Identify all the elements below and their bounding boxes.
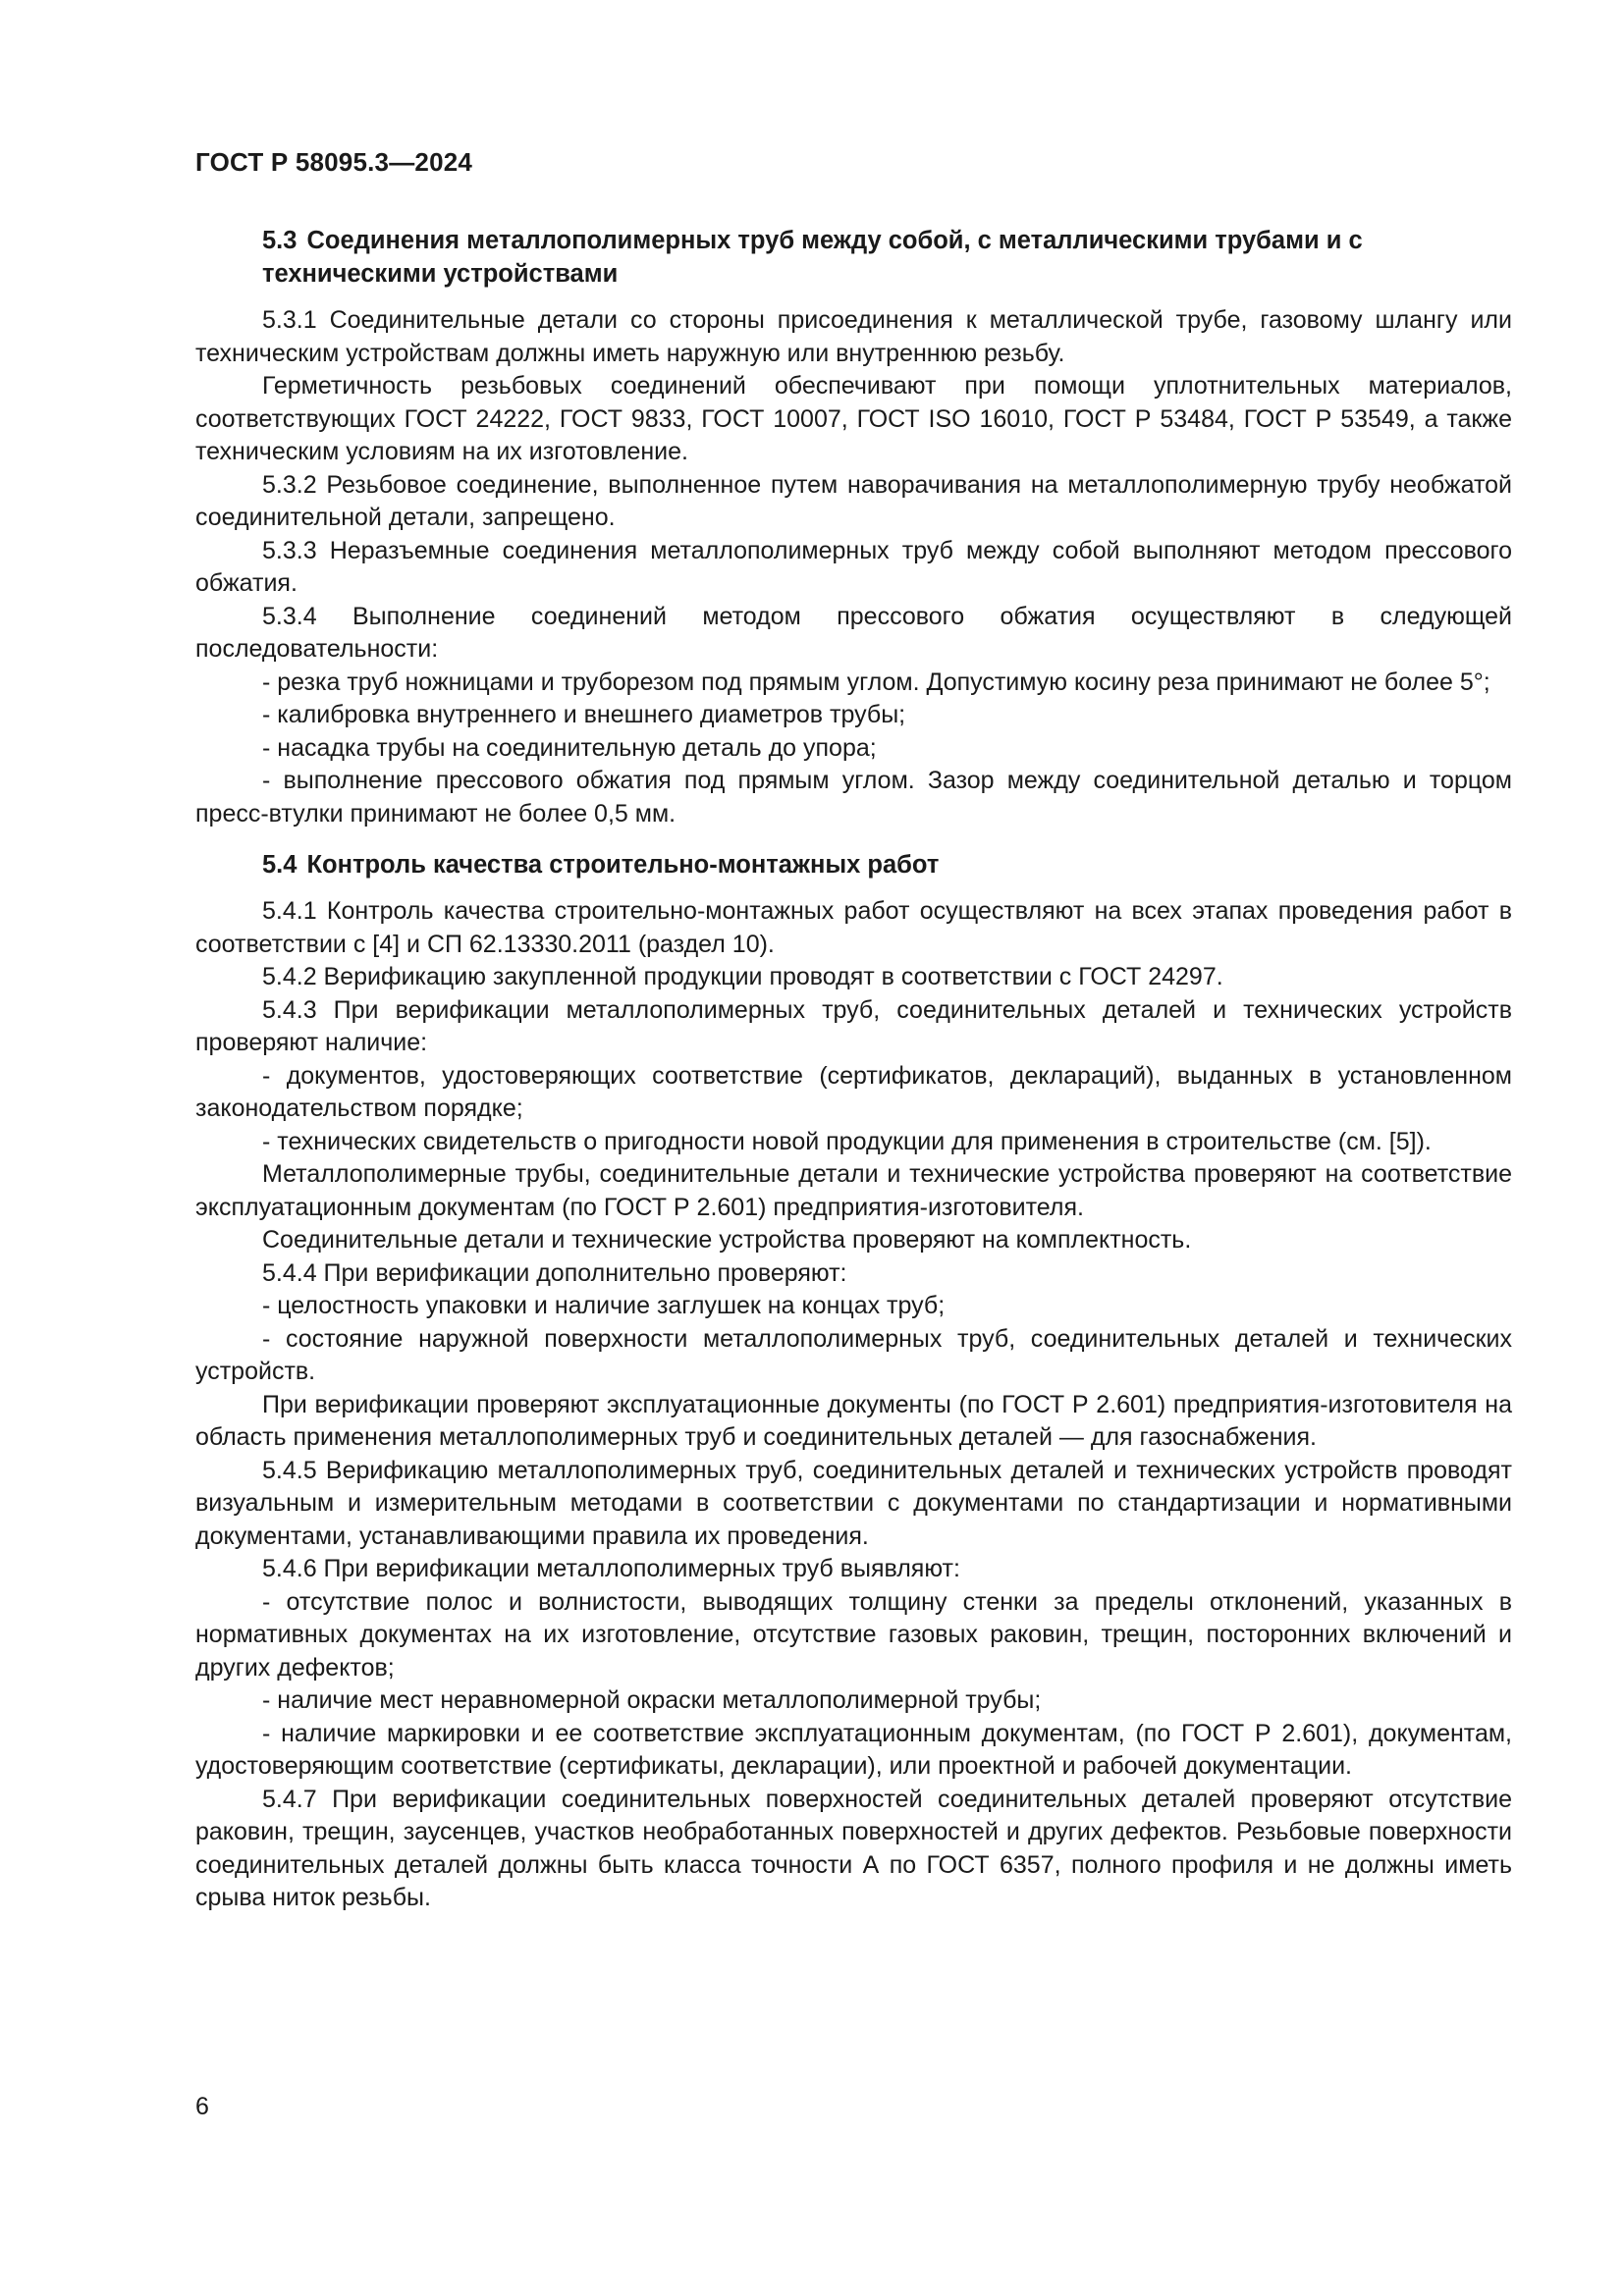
- paragraph-5-4-5: 5.4.5 Верификацию металлополимерных труб, соединительных деталей и технических устройств проводят визуальным и измерительным методами в соответствии с документами по стандартизации и нормативными документами, устанавливающими правила их проведения.: [195, 1456, 1512, 1550]
- paragraph: Металлополимерные трубы, соединительные детали и технические устройства проверяют на соответствие эксплуатационным документам (по ГОСТ Р 2.601) предприятия-изготовителя.: [195, 1160, 1512, 1221]
- section-title-5-3: [195, 224, 1512, 291]
- list-item: - выполнение прессового обжатия под прямым углом. Зазор между соединительной деталью и торцом пресс-втулки принимают не более 0,5 мм.: [195, 767, 1512, 828]
- list-item: - технических свидетельств о пригодности новой продукции для применения в строительстве (см. [5]).: [262, 1127, 1432, 1155]
- list-item: - насадка трубы на соединительную деталь до упора;: [262, 733, 877, 762]
- paragraph-5-4-6: 5.4.6 При верификации металлополимерных труб выявляют:: [262, 1555, 960, 1582]
- section-number: 5.3: [262, 227, 298, 254]
- paragraph: При верификации проверяют эксплуатационные документы (по ГОСТ Р 2.601) предприятия-изготовителя на область применения металлополимерных труб и соединительных деталей — для газоснабжения.: [195, 1390, 1512, 1451]
- paragraph-5-4-4: 5.4.4 При верификации дополнительно проверяют:: [262, 1258, 847, 1287]
- section-heading: Соединения металлополимерных труб между собой, с металлическими трубами и с техническими устройствами: [262, 227, 1363, 288]
- paragraph: Соединительные детали и технические устройства проверяют на комплектность.: [262, 1226, 1192, 1254]
- paragraph-sealing: Герметичность резьбовых соединений обеспечивают при помощи уплотнительных материалов, соответствующих ГОСТ 24222, ГОСТ 9833, ГОСТ 10007, ГОСТ ISO 16010, ГОСТ Р 53484, ГОСТ Р 53549, а также техническим условиям на их изготовление.: [195, 372, 1512, 465]
- list-item: - состояние наружной поверхности металлополимерных труб, соединительных деталей и технических устройств.: [195, 1324, 1512, 1385]
- list-item: - наличие маркировки и ее соответствие эксплуатационным документам, (по ГОСТ Р 2.601), документам, удостоверяющим соответствие (сертификаты, декларации), или проектной и рабочей документации.: [195, 1719, 1512, 1780]
- paragraph-5-4-3: 5.4.3 При верификации металлополимерных труб, соединительных деталей и технических устройств проверяют наличие:: [195, 995, 1512, 1056]
- page-number: 6: [195, 2093, 209, 2120]
- paragraph-5-3-2: 5.3.2 Резьбовое соединение, выполненное путем наворачивания на металлополимерную трубу необжатой соединительной детали, запрещено.: [195, 470, 1512, 531]
- list-item: - отсутствие полос и волнистости, выводящих толщину стенки за пределы отклонений, указанных в нормативных документах на их изготовление, отсутствие газовых раковин, трещин, посторонних включений и других дефектов;: [195, 1587, 1512, 1682]
- list-item: - резка труб ножницами и труборезом под прямым углом. Допустимую косину реза принимают не более 5°;: [262, 667, 1490, 696]
- document-body: [195, 224, 1512, 1915]
- list-item: - наличие мест неравномерной окраски металлополимерной трубы;: [262, 1686, 1042, 1714]
- list-item: - целостность упаковки и наличие заглушек на концах труб;: [262, 1292, 946, 1319]
- paragraph-5-4-7: 5.4.7 При верификации соединительных поверхностей соединительных деталей проверяют отсутствие раковин, трещин, заусенцев, участков необработанных поверхностей и других дефектов. Резьбовые поверхности соединительных деталей должны быть класса точности А по ГОСТ 6357, полного профиля и не должны иметь срыва ниток резьбы.: [195, 1785, 1512, 1911]
- document-header: ГОСТ Р 58095.3—2024: [195, 147, 473, 177]
- paragraph-5-3-4: 5.3.4 Выполнение соединений методом прессового обжатия осуществляют в следующей последовательности:: [195, 602, 1512, 663]
- list-item: - документов, удостоверяющих соответствие (сертификатов, деклараций), выданных в установленном законодательством порядке;: [195, 1061, 1512, 1122]
- paragraph-5-4-2: 5.4.2 Верификацию закупленной продукции проводят в соответствии с ГОСТ 24297.: [262, 963, 1223, 990]
- section-heading: Контроль качества строительно-монтажных работ: [306, 851, 940, 879]
- section-number: 5.4: [262, 851, 298, 879]
- list-item: - калибровка внутреннего и внешнего диаметров трубы;: [262, 701, 906, 728]
- paragraph-5-3-1: 5.3.1 Соединительные детали со стороны присоединения к металлической трубе, газовому шлангу или техническим устройствам должны иметь наружную или внутреннюю резьбу.: [195, 306, 1512, 367]
- paragraph-5-4-1: 5.4.1 Контроль качества строительно-монтажных работ осуществляют на всех этапах проведения работ в соответствии с [4] и СП 62.13330.2011 (раздел 10).: [195, 897, 1512, 958]
- paragraph-5-3-3: 5.3.3 Неразъемные соединения металлополимерных труб между собой выполняют методом прессового обжатия.: [195, 536, 1512, 597]
- section-title-5-4: [195, 848, 1512, 881]
